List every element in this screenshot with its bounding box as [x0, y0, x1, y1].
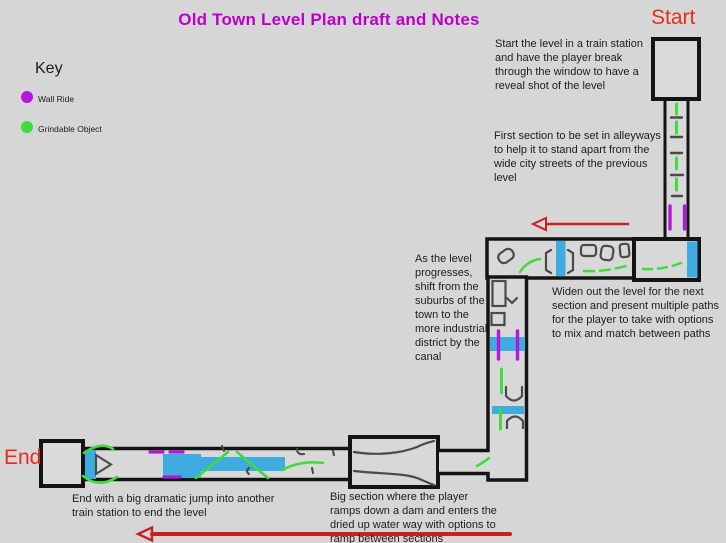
start-label: Start: [651, 6, 696, 29]
upper-corridor: [487, 239, 634, 278]
dam-big-section: [350, 437, 438, 487]
water-band: [490, 337, 525, 351]
page-title: Old Town Level Plan draft and Notes: [178, 10, 480, 29]
water-band: [687, 242, 698, 278]
water-band: [556, 241, 566, 276]
water-patch: [163, 454, 201, 478]
vertical-corridor: [488, 277, 527, 480]
note-alleyways: First section to be set in alleyways to help it to stand apart from the wide city streets of the previous level: [494, 130, 661, 184]
end-station: [41, 441, 83, 486]
direction-arrow-mid: [533, 218, 628, 230]
key-heading: Key: [35, 60, 63, 77]
wide-section-box: [634, 239, 699, 280]
water-band: [85, 450, 96, 479]
note-start-station: Start the level in a train station and have the player break through the window to have a reveal shot of the level: [495, 38, 643, 92]
grindable-legend-label: Grindable Object: [38, 124, 102, 134]
grindable-legend-dot: [21, 121, 33, 133]
wall-ride-legend-dot: [21, 91, 33, 103]
note-end-station: End with a big dramatic jump into another train station to end the level: [72, 493, 275, 519]
wall-ride-legend-label: Wall Ride: [38, 94, 75, 104]
note-progression: As the level progresses, shift from the suburbs of the town to the more industrial district by the canal: [415, 253, 488, 363]
note-big-section: Big section where the player ramps down a dam and enters the dried up water way with options to ramp between sections: [330, 491, 497, 543]
start-station: [653, 39, 699, 99]
note-widen-out: Widen out the level for the next section and present multiple paths for the player to take with options to mix and match between paths: [552, 286, 719, 340]
dam-connector: [438, 451, 490, 474]
end-label: End: [4, 446, 42, 469]
water-band: [492, 406, 524, 414]
alley-corridor: [665, 99, 688, 241]
